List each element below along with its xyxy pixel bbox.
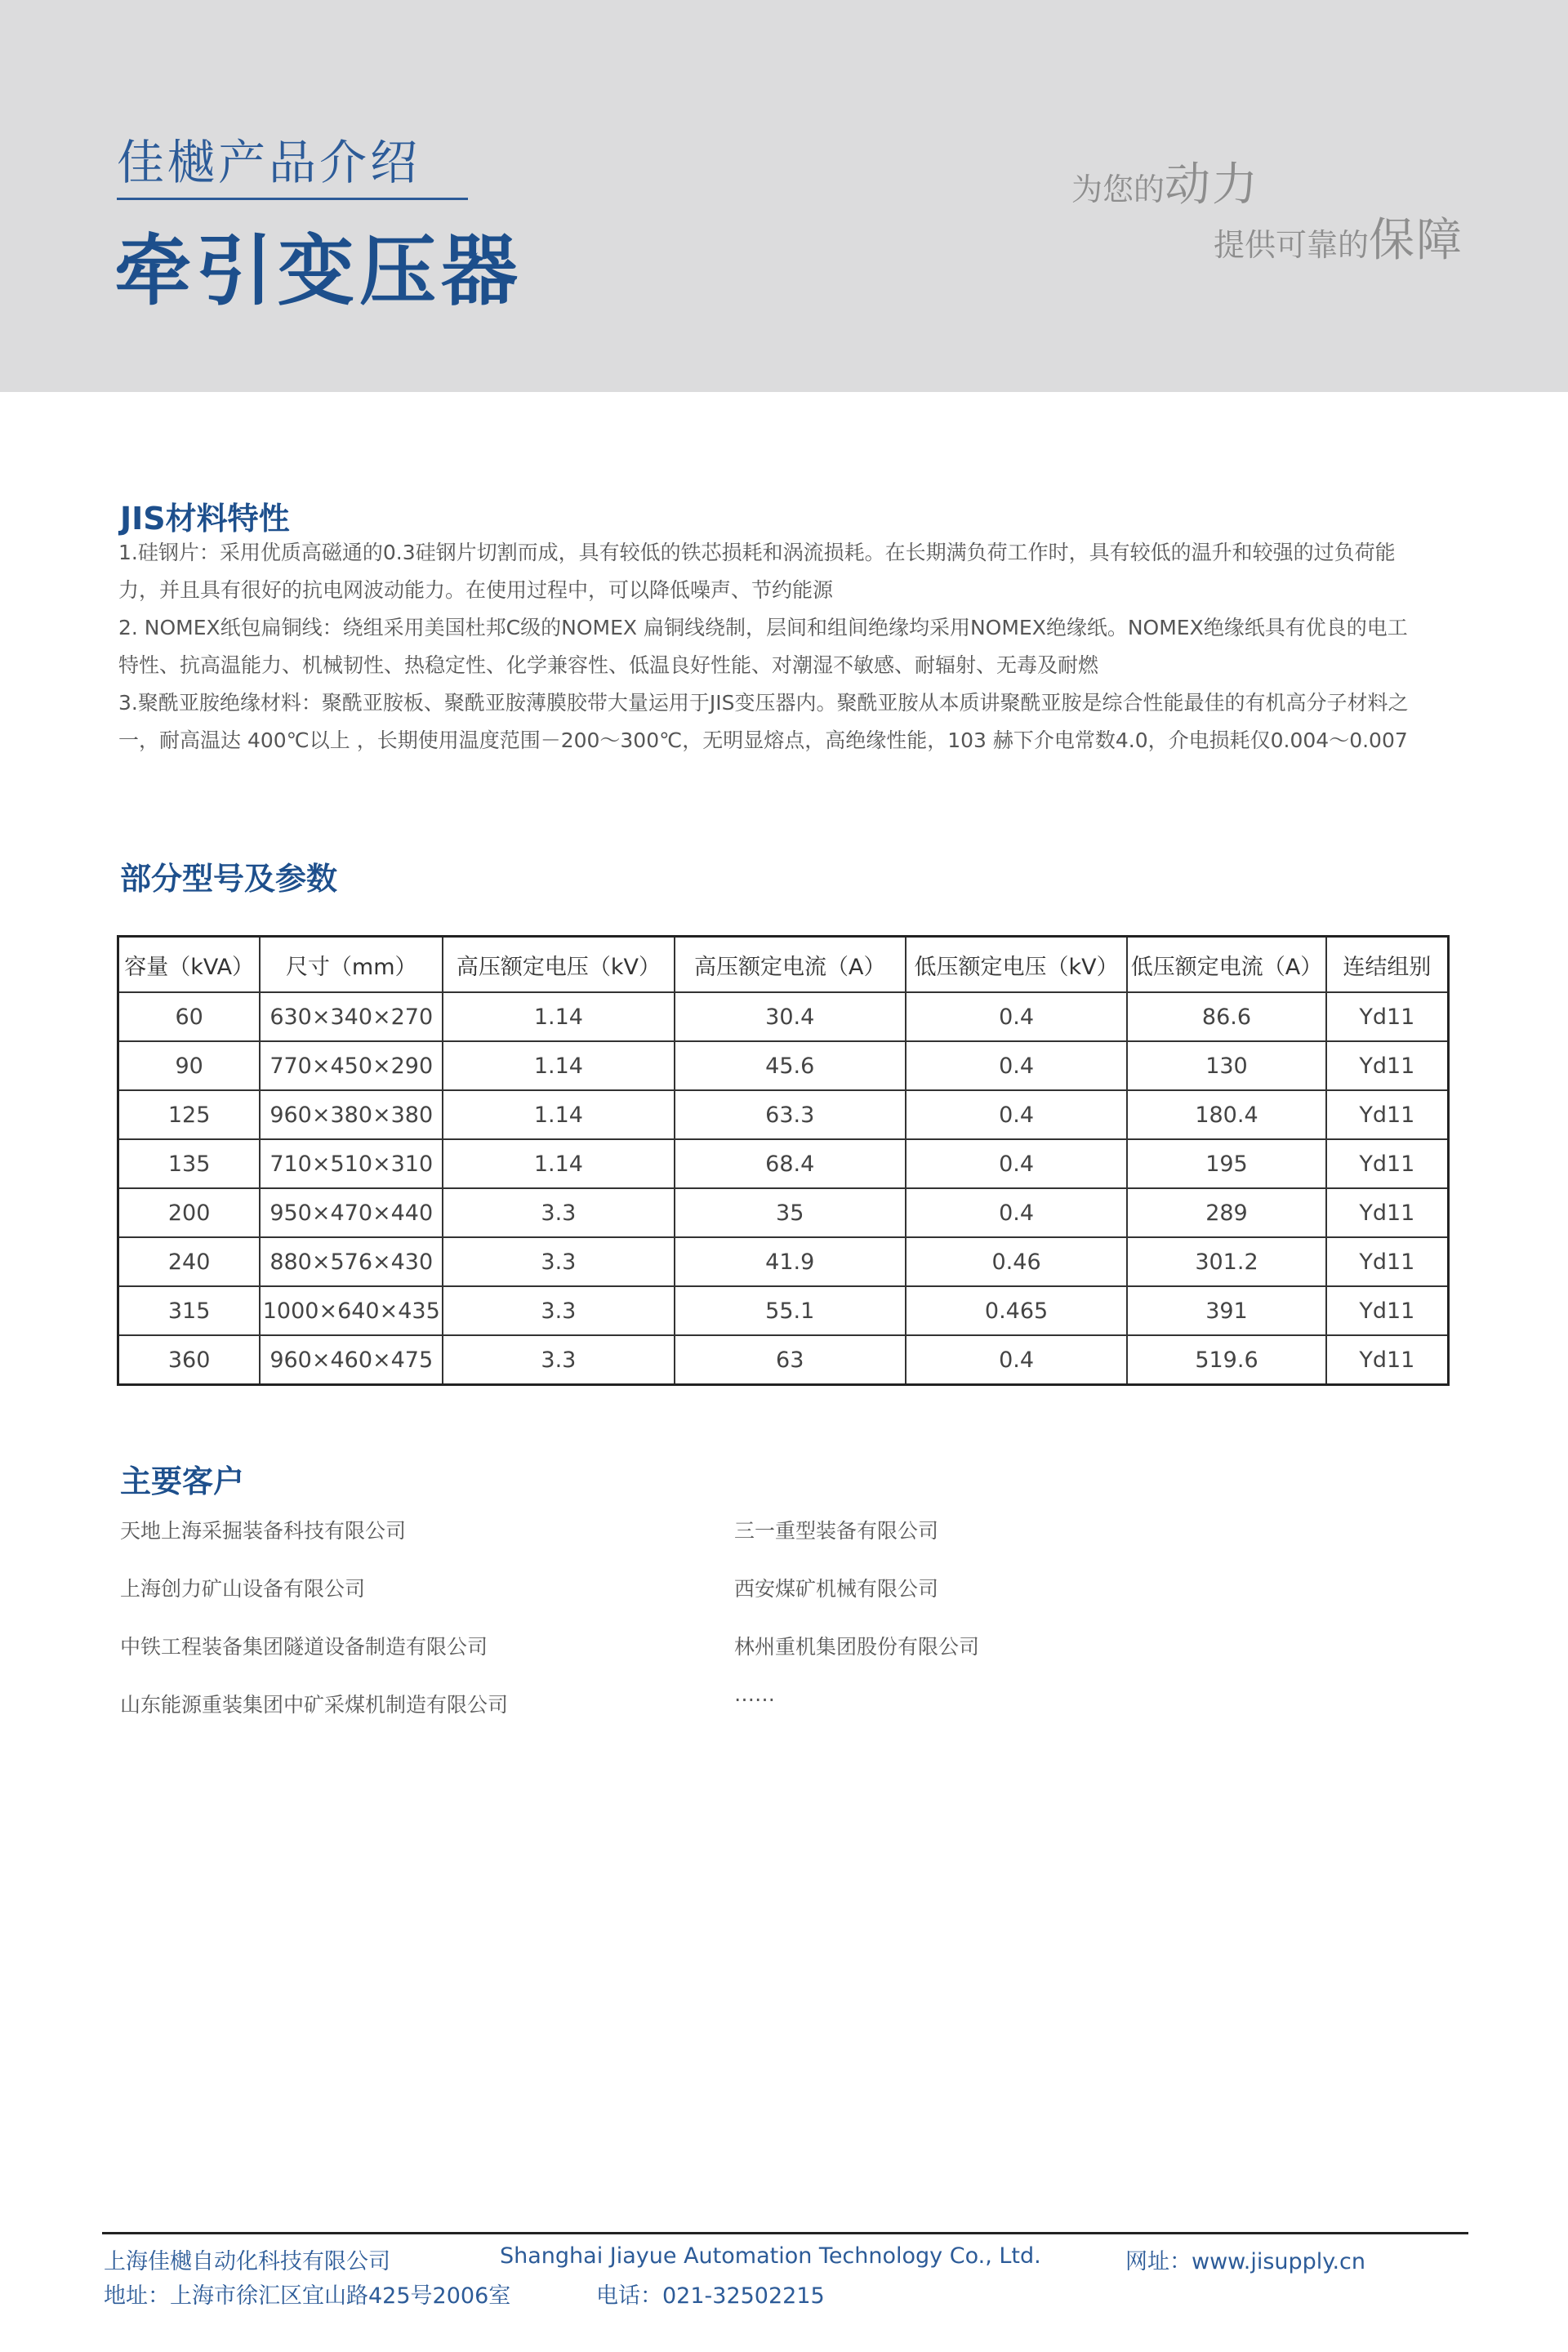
table-cell: 3.3 — [443, 1237, 674, 1286]
table-row — [118, 1286, 1449, 1335]
customer-item: 林州重机集团股份有限公司 — [734, 1635, 980, 1659]
table-row — [118, 992, 1449, 1041]
table-cell: 519.6 — [1127, 1335, 1325, 1385]
table-cell: 0.4 — [906, 1139, 1127, 1188]
table-cell: 315 — [118, 1286, 261, 1335]
page-title: 牵引变压器 — [114, 227, 523, 316]
table-row — [118, 1090, 1449, 1139]
table-cell: Yd11 — [1326, 1139, 1449, 1188]
brand-underline — [117, 198, 468, 200]
footer-divider — [102, 2232, 1468, 2234]
table-cell: 180.4 — [1127, 1090, 1325, 1139]
table-cell: 125 — [118, 1090, 261, 1139]
table-cell: 960×460×475 — [260, 1335, 443, 1385]
table-cell: 240 — [118, 1237, 261, 1286]
table-cell: 63 — [675, 1335, 906, 1385]
table-cell: 3.3 — [443, 1188, 674, 1237]
table-cell: 630×340×270 — [260, 992, 443, 1041]
table-cell: 0.4 — [906, 1090, 1127, 1139]
table-cell: 90 — [118, 1041, 261, 1090]
table-cell: 3.3 — [443, 1335, 674, 1385]
table-cell: 1.14 — [443, 1139, 674, 1188]
table-cell: 1.14 — [443, 1090, 674, 1139]
customer-item: 三一重型装备有限公司 — [734, 1519, 939, 1543]
table-cell: 301.2 — [1127, 1237, 1325, 1286]
column-header: 高压额定电压（kV） — [443, 937, 674, 993]
column-header: 低压额定电流（A） — [1127, 937, 1325, 993]
column-header: 低压额定电压（kV） — [906, 937, 1127, 993]
table-cell: 195 — [1127, 1139, 1325, 1188]
table-cell: 41.9 — [675, 1237, 906, 1286]
table-cell: 391 — [1127, 1286, 1325, 1335]
table-row — [118, 1335, 1449, 1385]
slogan-line-1-big: 动力 — [1165, 158, 1259, 212]
table-cell: 60 — [118, 992, 261, 1041]
table-cell: 1000×640×435 — [260, 1286, 443, 1335]
jis-paragraph-1: 1.硅钢片：采用优质高磁通的0.3硅钢片切割而成，具有较低的铁芯损耗和涡流损耗。在长期满负荷工作时，具有较低的温升和较强的过负荷能力，并且具有很好的抗电网波动能力。在使用过程中，可以降低噪声、节约能源 — [118, 541, 1396, 602]
table-cell: 200 — [118, 1188, 261, 1237]
column-header: 尺寸（mm） — [260, 937, 443, 993]
table-row — [118, 1188, 1449, 1237]
table-cell: 0.4 — [906, 1335, 1127, 1385]
footer-website[interactable]: 网址：www.jisupply.cn — [1125, 2249, 1365, 2274]
customers-heading: 主要客户 — [120, 1463, 245, 1499]
table-cell: 0.4 — [906, 1041, 1127, 1090]
column-header: 高压额定电流（A） — [675, 937, 906, 993]
table-cell: 710×510×310 — [260, 1139, 443, 1188]
customer-item: 西安煤矿机械有限公司 — [734, 1577, 939, 1601]
table-cell: 0.4 — [906, 1188, 1127, 1237]
customer-item: 山东能源重装集团中矿采煤机制造有限公司 — [120, 1693, 509, 1717]
table-cell: 30.4 — [675, 992, 906, 1041]
slogan-line-1-small: 为您的 — [1071, 172, 1165, 207]
table-cell: 86.6 — [1127, 992, 1325, 1041]
table-cell: Yd11 — [1326, 1090, 1449, 1139]
table-cell: 1.14 — [443, 992, 674, 1041]
table-cell: 360 — [118, 1335, 261, 1385]
table-cell: 130 — [1127, 1041, 1325, 1090]
footer-address: 地址：上海市徐汇区宜山路425号2006室 — [104, 2283, 511, 2309]
table-cell: 960×380×380 — [260, 1090, 443, 1139]
jis-description — [118, 534, 1425, 760]
table-cell: 45.6 — [675, 1041, 906, 1090]
header-banner — [0, 0, 1568, 392]
slogan-line-2-small: 提供可靠的 — [1213, 227, 1369, 263]
jis-paragraph-3: 3.聚酰亚胺绝缘材料：聚酰亚胺板、聚酰亚胺薄膜胶带大量运用于JIS变压器内。聚酰亚胺从本质讲聚酰亚胺是综合性能最佳的有机高分子材料之一，耐高温达 400℃以上 ，长期使用温度范围－200～300℃，无明显熔点，高绝缘性能，103 赫下介电常数4.0，介电损耗仅0.004～0.007 — [118, 691, 1409, 752]
customer-item-ellipsis: …… — [734, 1682, 775, 1706]
table-cell: 3.3 — [443, 1286, 674, 1335]
table-cell: 0.46 — [906, 1237, 1127, 1286]
customer-item: 天地上海采掘装备科技有限公司 — [120, 1519, 407, 1543]
table-cell: 1.14 — [443, 1041, 674, 1090]
table-cell: 135 — [118, 1139, 261, 1188]
table-cell: 289 — [1127, 1188, 1325, 1237]
customer-item: 上海创力矿山设备有限公司 — [120, 1577, 366, 1601]
table-row — [118, 1041, 1449, 1090]
table-cell: 35 — [675, 1188, 906, 1237]
footer-phone: 电话：021-32502215 — [596, 2283, 825, 2309]
table-cell: 950×470×440 — [260, 1188, 443, 1237]
table-row — [118, 1237, 1449, 1286]
table-cell: 68.4 — [675, 1139, 906, 1188]
footer-company-cn: 上海佳樾自动化科技有限公司 — [104, 2249, 390, 2274]
column-header: 容量（kVA） — [118, 937, 261, 993]
table-cell: 0.465 — [906, 1286, 1127, 1335]
table-cell: Yd11 — [1326, 1286, 1449, 1335]
brand-subtitle: 佳樾产品介绍 — [117, 135, 421, 190]
jis-paragraph-2: 2. NOMEX纸包扁铜线：绕组采用美国杜邦C级的NOMEX 扁铜线绕制，层间和组间绝缘均采用NOMEX绝缘纸。NOMEX绝缘纸具有优良的电工特性、抗高温能力、机械韧性、热稳定性、化学兼容性、低温良好性能、对潮湿不敏感、耐辐射、无毒及耐燃 — [118, 616, 1408, 677]
table-cell: 55.1 — [675, 1286, 906, 1335]
table-cell: 880×576×430 — [260, 1237, 443, 1286]
table-cell: Yd11 — [1326, 1188, 1449, 1237]
table-header-row — [118, 937, 1449, 993]
footer-company-en: Shanghai Jiayue Automation Technology Co., Ltd. — [500, 2243, 1041, 2269]
jis-heading: JIS材料特性 — [120, 501, 290, 537]
table-row — [118, 1139, 1449, 1188]
table-cell: 0.4 — [906, 992, 1127, 1041]
table-cell: Yd11 — [1326, 1335, 1449, 1385]
table-cell: 63.3 — [675, 1090, 906, 1139]
table-cell: Yd11 — [1326, 992, 1449, 1041]
column-header: 连结组别 — [1326, 937, 1449, 993]
params-heading: 部分型号及参数 — [120, 861, 338, 897]
customer-item: 中铁工程装备集团隧道设备制造有限公司 — [120, 1635, 488, 1659]
table-cell: Yd11 — [1326, 1041, 1449, 1090]
slogan-line-2 — [1214, 204, 1463, 270]
table-cell: 770×450×290 — [260, 1041, 443, 1090]
slogan-line-2-big: 保障 — [1369, 214, 1463, 267]
params-table — [117, 935, 1450, 1386]
table-cell: Yd11 — [1326, 1237, 1449, 1286]
